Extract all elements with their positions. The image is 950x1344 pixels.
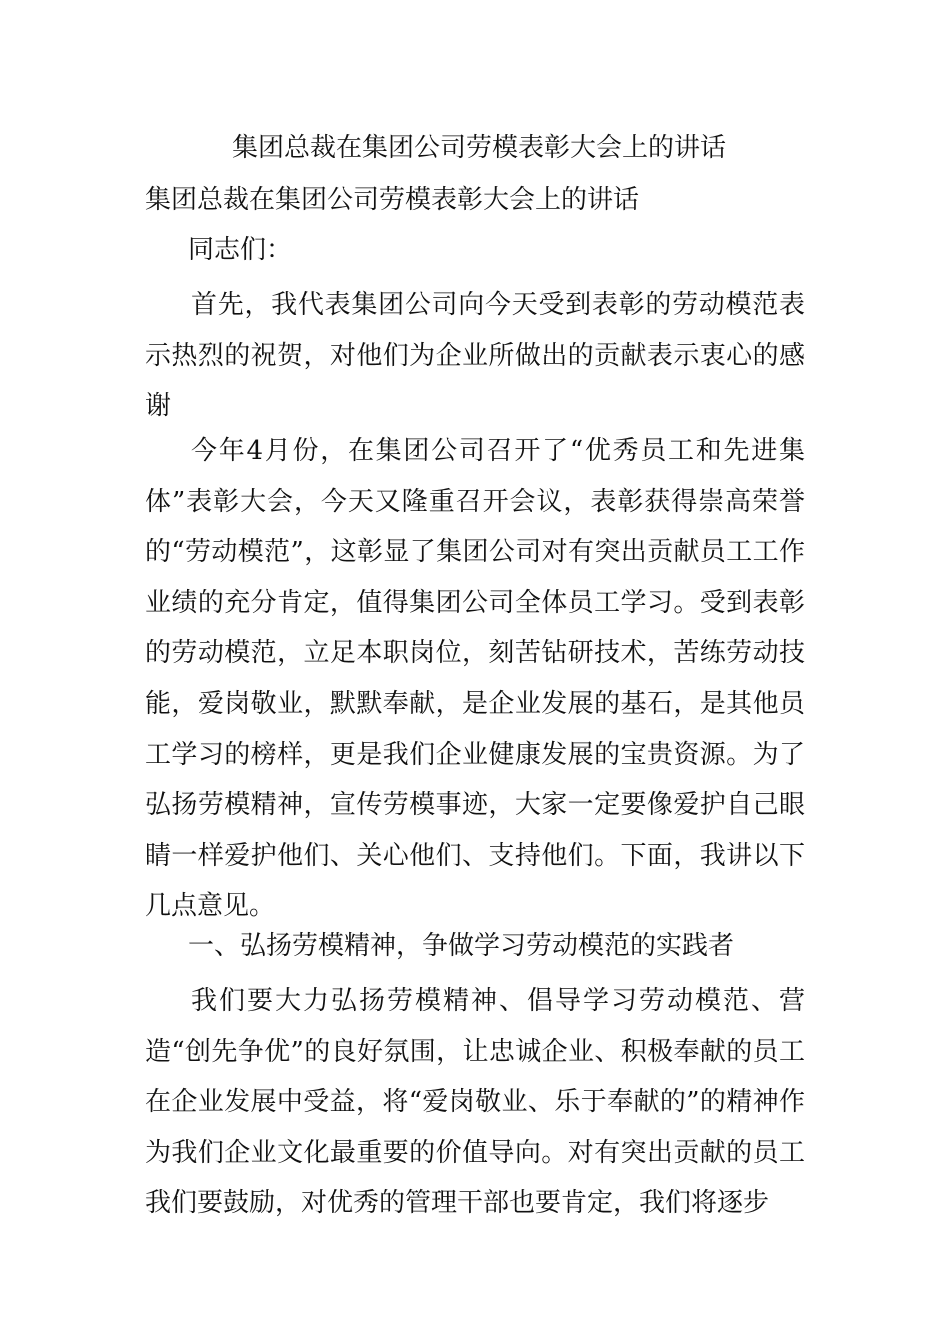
paragraph-introduction: 今年4月份，在集团公司召开了“优秀员工和先进集体”表彰大会，今天又隆重召开会议，表彰获得崇高荣誉的“劳动模范”，这彰显了集团公司对有突出贡献员工工作业绩的充分肯定，值得集团公司全体员工学习。受到表彰的劳动模范，立足本职岗位，刻苦钻研技术，苦练劳动技能，爱岗敬业，默默奉献，是企业发展的基石，是其他员工学习的榜样，更是我们企业健康发展的宝贵资源。为了弘扬劳模精神，宣传劳模事迹，大家一定要像爱护自己眼睛一样爱护他们、关心他们、支持他们。下面，我讲以下几点意见。 <box>145 436 805 922</box>
document-title: 集团总裁在集团公司劳模表彰大会上的讲话 <box>232 133 727 163</box>
section-heading-1: 一、弘扬劳模精神，争做学习劳动模范的实践者 <box>188 931 735 961</box>
paragraph-section-1: 我们要大力弘扬劳模精神、倡导学习劳动模范、营造“创先争优”的良好氛围，让忠诚企业、积极奉献的员工在企业发展中受益，将“爱岗敬业、乐于奉献的”的精神作为我们企业文化最重要的价值导向。对有突出贡献的员工我们要鼓励，对优秀的管理干部也要肯定，我们将逐步 <box>145 986 805 1219</box>
document-subtitle: 集团总裁在集团公司劳模表彰大会上的讲话 <box>145 185 640 215</box>
paragraph-greeting: 首先，我代表集团公司向今天受到表彰的劳动模范表示热烈的祝贺，对他们为企业所做出的贡献表示衷心的感谢 <box>145 290 805 422</box>
salutation: 同志们： <box>188 235 293 265</box>
